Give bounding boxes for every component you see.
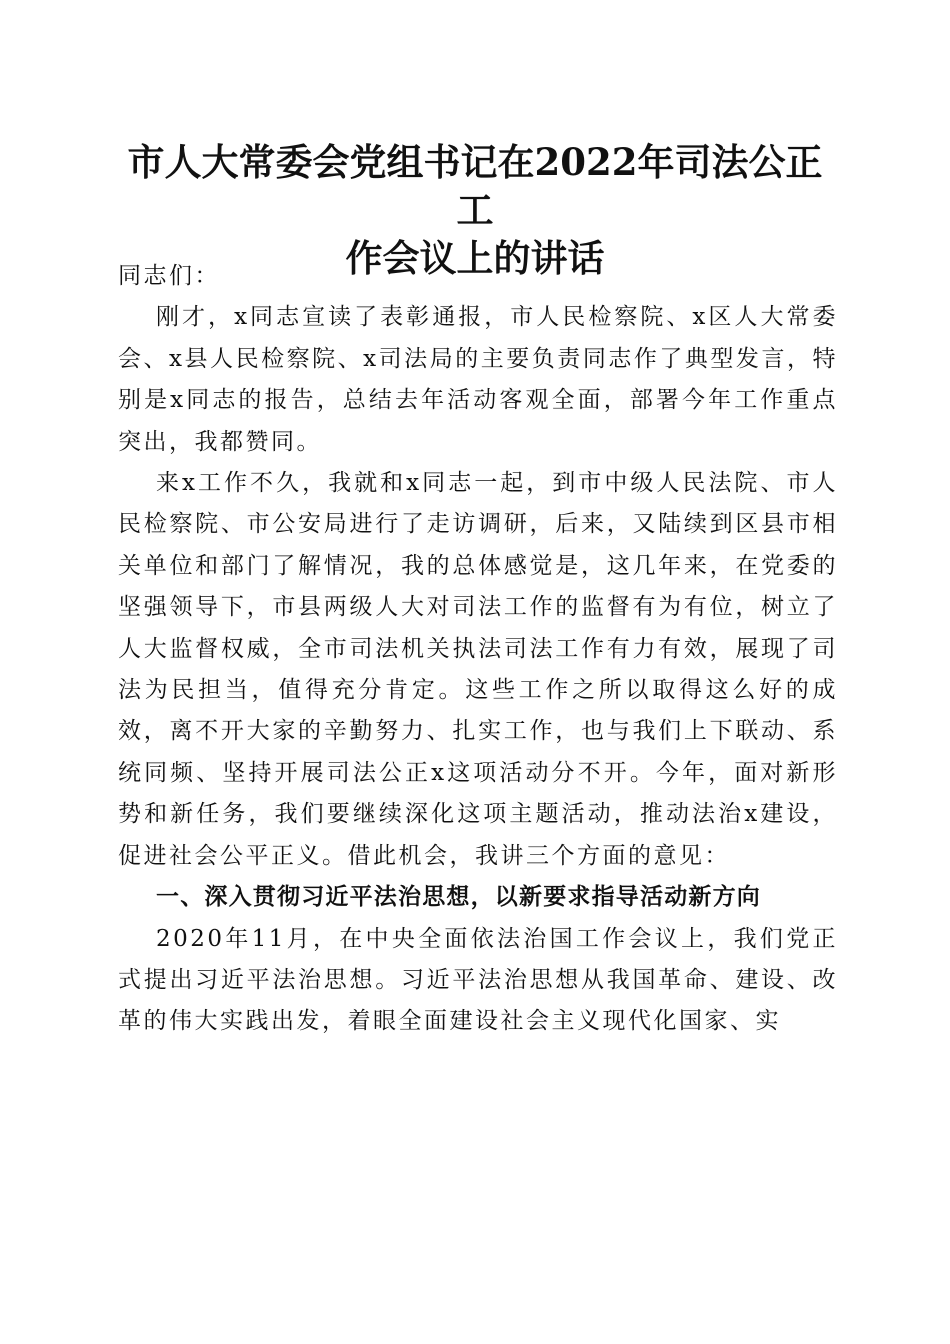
paragraph-3: 2020年11月，在中央全面依法治国工作会议上，我们党正式提出习近平法治思想。习近平法治思想从我国革命、建设、改革的伟大实践出发，着眼全面建设社会主义现代化国家、实 — [118, 925, 838, 1035]
salutation: 同志们： — [118, 263, 220, 289]
title-line-1: 市人大常委会党组书记在2022年司法公正工 — [127, 140, 823, 232]
paragraph-2: 来x工作不久，我就和x同志一起，到市中级人民法院、市人民检察院、市公安局进行了走访调研，后来，又陆续到区县市相关单位和部门了解情况，我的总体感觉是，这几年来，在党委的坚强领导下，市县两级人大对司法工作的监督有为有位，树立了人大监督权威，全市司法机关执法司法工作有力有效，展现了司法为民担当，值得充分肯定。这些工作之所以取得这么好的成效，离不开大家的辛勤努力、扎实工作，也与我们上下联动、系统同频、坚持开展司法公正x这项活动分不开。今年，面对新形势和新任务，我们要继续深化这项主题活动，推动法治x建设，促进社会公平正义。借此机会，我讲三个方面的意见： — [118, 470, 838, 869]
title-line-2: 作会议上的讲话 — [345, 236, 605, 280]
paragraph-1: 刚才，x同志宣读了表彰通报，市人民检察院、x区人大常委会、x县人民检察院、x司法局的主要负责同志作了典型发言，特别是x同志的报告，总结去年活动客观全面，部署今年工作重点突出，我都赞同。 — [118, 304, 838, 455]
section-heading-1: 一、深入贯彻习近平法治思想，以新要求指导活动新方向 — [156, 884, 761, 911]
document-body — [118, 256, 838, 1043]
